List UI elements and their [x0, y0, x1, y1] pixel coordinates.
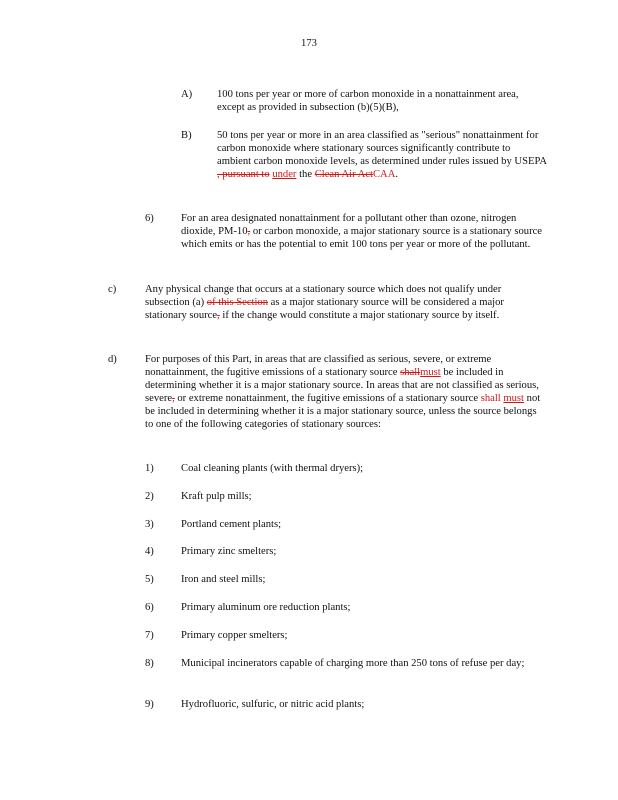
category-text: Primary aluminum ore reduction plants;: [181, 602, 351, 613]
subsection-b-text-2: the: [299, 169, 313, 180]
category-label: 2): [145, 491, 154, 502]
item-c-text-1: Any physical change that occurs at a stationary source which does not qualify under subsection (a): [145, 284, 502, 308]
item-d-text-1: For purposes of this Part, in areas that are classified as serious, severe, or extreme nonattainment, the fugitive emissions of a stationary source: [145, 354, 492, 378]
item-6-text-2: or carbon monoxide, a major stationary source is a stationary source which emits or has the potential to emit 100 tons per year or more of the pollutant.: [181, 226, 543, 250]
deleted-text: ,: [247, 226, 251, 237]
subsection-b-label: B): [181, 130, 192, 141]
inserted-text: must: [420, 367, 441, 378]
category-text: Kraft pulp mills;: [181, 491, 252, 502]
subsection-a-label: A): [181, 89, 193, 100]
category-label: 7): [145, 630, 154, 641]
category-label: 3): [145, 519, 154, 530]
deleted-text: shall: [400, 367, 421, 378]
deleted-text: , pursuant to: [217, 169, 270, 180]
category-text: Hydrofluoric, sulfuric, or nitric acid plants;: [181, 699, 365, 710]
item-c-text: [145, 283, 525, 322]
item-c-text-3: if the change would constitute a major stationary source by itself.: [222, 310, 500, 321]
category-label: 5): [145, 574, 154, 585]
item-d-label: d): [108, 354, 117, 365]
deleted-text: ,: [172, 393, 175, 404]
subsection-b-text-1: 50 tons per year or more in an area classified as "serious" nonattainment for carbon monoxide where stationary sources significantly contribute to ambient carbon monoxide levels, as determined under rules issued by USEPA: [217, 130, 547, 167]
inserted-text: CAA: [372, 169, 396, 180]
inserted-text: shall: [480, 393, 501, 404]
deleted-text: ,: [217, 310, 220, 321]
item-d-text-2: be included in determining whether it is a major stationary source. In areas that are not classified as serious, severe: [145, 367, 539, 404]
subsection-a-text: 100 tons per year or more of carbon monoxide in a nonattainment area, except as provided in subsection (b)(5)(B),: [217, 89, 519, 113]
category-text: Coal cleaning plants (with thermal dryers);: [181, 463, 364, 474]
subsection-b-text-3: .: [395, 169, 399, 180]
deleted-text: of this Section: [206, 297, 269, 308]
subsection-b-text: [217, 129, 547, 181]
item-d-text-3: or extreme nonattainment, the fugitive emissions of a stationary source: [177, 393, 479, 404]
category-label: 9): [145, 699, 154, 710]
category-text: Iron and steel mills;: [181, 574, 266, 585]
item-6-label: 6): [145, 213, 154, 224]
item-c-text-2: as a major stationary source will be considered a major stationary source: [145, 297, 504, 321]
item-c-label: c): [108, 284, 117, 295]
category-text: Portland cement plants;: [181, 519, 282, 530]
category-label: 8): [145, 658, 154, 669]
inserted-text: under: [272, 169, 297, 180]
item-d-text-4: not be included in determining whether it is a major stationary source, unless the source belongs to one of the following categories of stationary sources:: [145, 393, 541, 430]
page-number: 173: [301, 38, 317, 49]
deleted-text: Clean Air Act: [314, 169, 373, 180]
item-6-text: [181, 212, 549, 251]
category-text: Primary zinc smelters;: [181, 546, 277, 557]
inserted-text: must: [503, 393, 524, 404]
category-text: Primary copper smelters;: [181, 630, 288, 641]
item-6-text-1: For an area designated nonattainment for a pollutant other than ozone, nitrogen dioxide, PM-10: [181, 213, 517, 237]
category-label: 1): [145, 463, 154, 474]
category-label: 4): [145, 546, 154, 557]
category-text: Municipal incinerators capable of charging more than 250 tons of refuse per day;: [181, 658, 525, 669]
category-label: 6): [145, 602, 154, 613]
item-d-text: [145, 353, 543, 431]
